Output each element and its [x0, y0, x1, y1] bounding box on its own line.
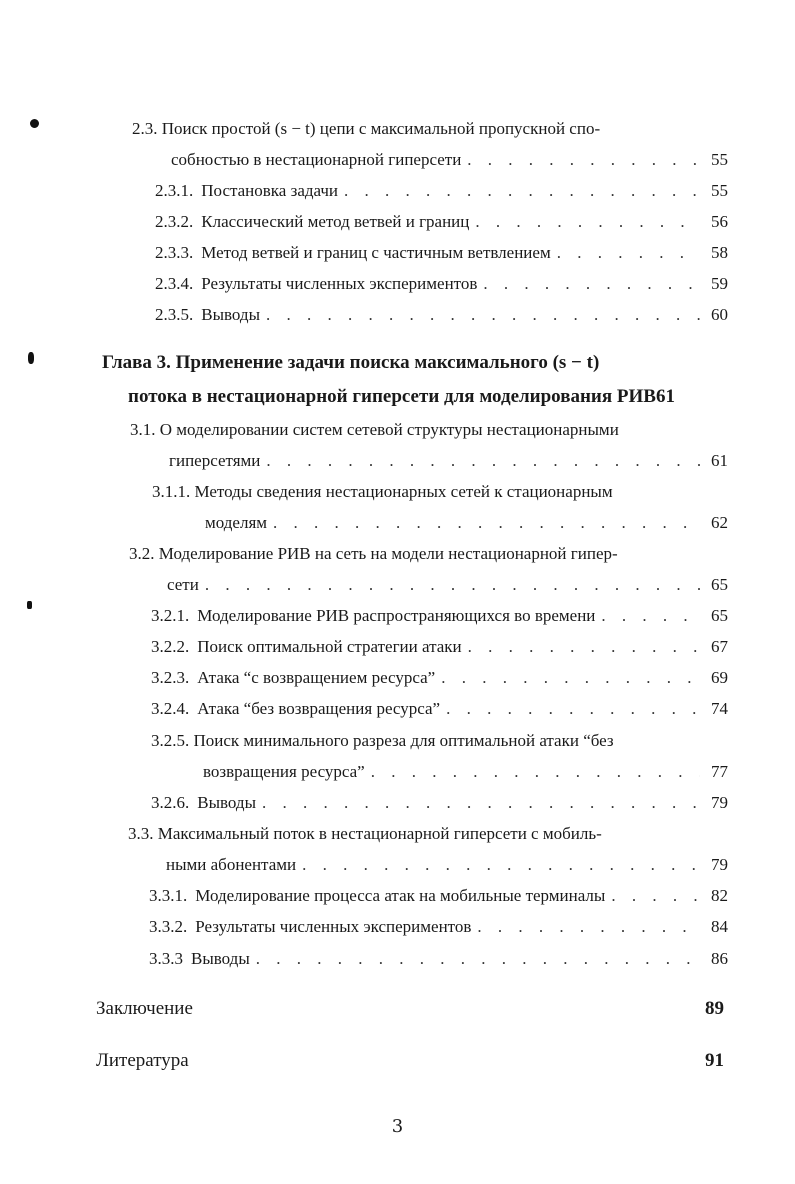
toc-2-3-4[interactable]: 2.3.4. Результаты численных экспериментов . . . 59	[155, 272, 728, 296]
toc-3-3-2[interactable]: 3.3.2. Результаты численных экспериментов . . . 84	[149, 915, 728, 939]
toc-3-2-5-line1: 3.2.5. Поиск минимального разреза для оптимальной атаки “без	[151, 731, 614, 750]
toc-3-2-line1: 3.2. Моделирование РИВ на сеть на модели нестационарной гипер-	[129, 544, 618, 563]
toc-3-1-1-line1: 3.1.1. Методы сведения нестационарных сетей к стационарным	[152, 482, 613, 501]
toc-3-3-line1: 3.3. Максимальный поток в нестационарной гиперсети с мобиль-	[128, 824, 602, 843]
toc-3-3-3[interactable]: 3.3.3 Выводы . . . 86	[149, 947, 728, 971]
toc-2-3-5[interactable]: 2.3.5. Выводы . . . 60	[155, 303, 728, 327]
toc-3-2-5-line2[interactable]: возвращения ресурса” . . . 77	[203, 760, 728, 784]
toc-3-2-line2[interactable]: сети . . . 65	[167, 573, 728, 597]
toc-3-2-3[interactable]: 3.2.3. Атака “с возвращением ресурса” . . . 69	[151, 666, 728, 690]
toc-3-3-1[interactable]: 3.3.1. Моделирование процесса атак на мобильные терминалы . . . 82	[149, 884, 728, 908]
toc-literature[interactable]: Литература 91	[96, 1050, 724, 1071]
toc-3-2-4[interactable]: 3.2.4. Атака “без возвращения ресурса” . . . 74	[151, 697, 728, 721]
scan-mark	[28, 352, 34, 364]
toc-3-1-line1: 3.1. О моделировании систем сетевой структуры нестационарными	[130, 420, 619, 439]
toc-3-1-1-line2[interactable]: моделям . . . 62	[205, 511, 728, 535]
page-ref: 61	[655, 386, 675, 407]
toc-3-2-1[interactable]: 3.2.1. Моделирование РИВ распространяющихся во времени . . . 65	[151, 604, 728, 628]
scan-mark	[27, 601, 32, 609]
toc-2-3-line1: 2.3. Поиск простой (s − t) цепи с максимальной пропускной спо-	[132, 119, 601, 138]
toc-3-2-6[interactable]: 3.2.6. Выводы . . . 79	[151, 791, 728, 815]
chapter-3-title-line1[interactable]: Глава 3. Применение задачи поиска максимального (s − t)	[102, 352, 600, 373]
scan-mark	[30, 119, 39, 128]
toc-2-3-line2[interactable]: собностью в нестационарной гиперсети . . . 55	[171, 148, 728, 172]
toc-2-3-3[interactable]: 2.3.3. Метод ветвей и границ с частичным ветвлением . . . 58	[155, 241, 728, 265]
toc-3-1-line2[interactable]: гиперсетями . . . 61	[169, 449, 728, 473]
toc-conclusion[interactable]: Заключение 89	[96, 998, 724, 1019]
toc-2-3-2[interactable]: 2.3.2. Классический метод ветвей и границ . . . 56	[155, 210, 728, 234]
toc-3-2-2[interactable]: 3.2.2. Поиск оптимальной стратегии атаки . . . 67	[151, 635, 728, 659]
toc-3-3-line2[interactable]: ными абонентами . . . 79	[166, 853, 728, 877]
page-number: 3	[391, 1116, 404, 1137]
chapter-3-title-line2[interactable]: потока в нестационарной гиперсети для моделирования РИВ61	[128, 386, 675, 407]
toc-2-3-1[interactable]: 2.3.1. Постановка задачи . . . 55	[155, 179, 728, 203]
page-ref: 55	[711, 150, 728, 169]
